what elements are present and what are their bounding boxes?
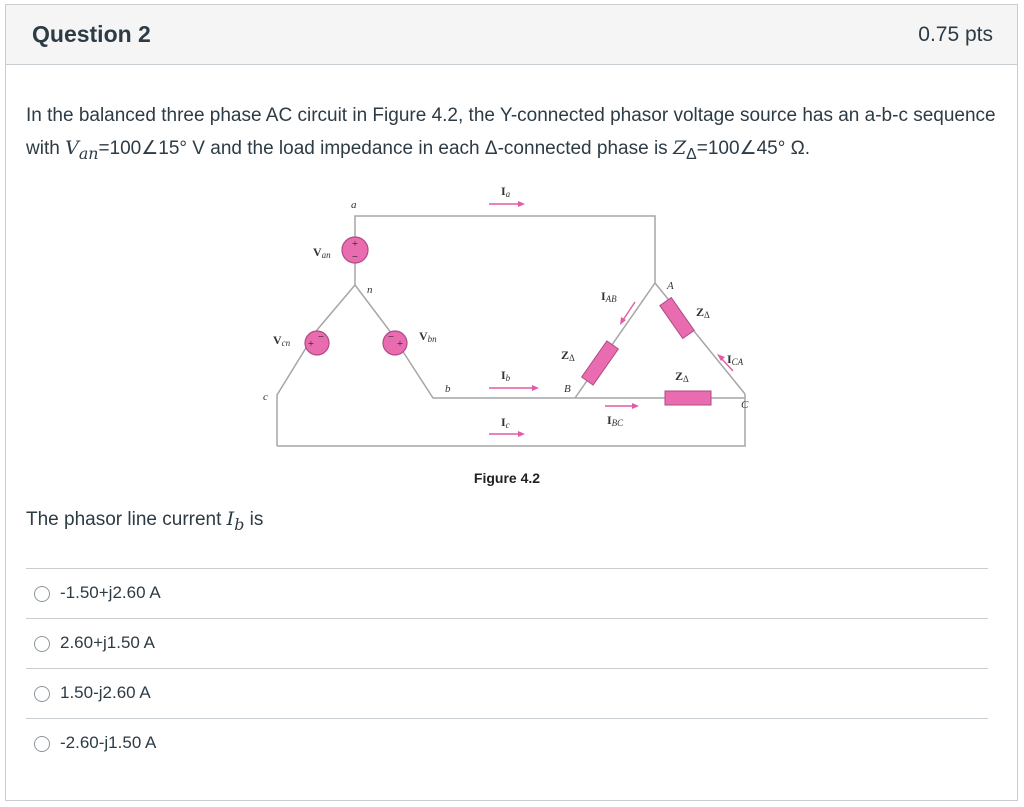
z-ca-label: ZΔ	[696, 305, 710, 320]
source-vbn	[383, 331, 407, 355]
ask-text-after: is	[244, 509, 264, 530]
answer-option[interactable]	[26, 618, 988, 668]
arrow-iab	[623, 302, 635, 320]
node-b-label: b	[445, 383, 451, 395]
impedance-ca	[660, 298, 694, 339]
ib-subscript: b	[234, 514, 245, 534]
van-symbol: V	[65, 137, 79, 159]
vcn-minus: −	[317, 331, 325, 343]
radio-button[interactable]	[34, 636, 50, 652]
delta-symbol: Δ	[484, 138, 498, 159]
prompt-text-2: and the load impedance in each	[204, 138, 485, 159]
node-B-label: B	[564, 383, 571, 395]
ica-label: ICA	[727, 352, 744, 367]
iab-label: IAB	[601, 289, 617, 304]
radio-button[interactable]	[34, 736, 50, 752]
prompt-text-1: In the balanced three phase AC circuit in Figure 4.2, the Y-connected phasor voltage source has an a-b-c sequence with	[26, 105, 996, 159]
ib-label: Ib	[501, 368, 511, 383]
van-value: =100∠15° V	[98, 138, 205, 159]
vbn-plus: +	[396, 338, 404, 350]
question-title: Question 2	[32, 21, 151, 47]
ic-label: Ic	[501, 415, 510, 430]
vbn-label: Vbn	[419, 329, 437, 344]
impedance-ab	[582, 341, 619, 385]
answer-label[interactable]: -2.60-j1.50 A	[60, 733, 157, 752]
answer-option[interactable]	[26, 568, 988, 618]
radio-button[interactable]	[34, 586, 50, 602]
answer-label[interactable]: 2.60+j1.50 A	[60, 633, 156, 652]
z-subscript: Δ	[686, 145, 697, 163]
question-ask	[26, 508, 263, 535]
ibc-label: IBC	[607, 413, 624, 428]
answer-label[interactable]: -1.50+j2.60 A	[60, 583, 161, 602]
van-plus: +	[351, 238, 359, 250]
answer-option[interactable]	[26, 668, 988, 718]
ia-label: Ia	[501, 184, 511, 199]
answer-label[interactable]: 1.50-j2.60 A	[60, 683, 151, 702]
question-points: 0.75 pts	[918, 23, 993, 46]
node-C-label: C	[741, 399, 749, 411]
question-prompt	[26, 100, 996, 171]
circuit-figure	[255, 180, 765, 490]
vcn-label: Vcn	[273, 333, 291, 348]
impedance-bc	[665, 391, 711, 405]
vcn-branch-wire	[277, 285, 355, 446]
figure-caption: Figure 4.2	[473, 470, 541, 486]
z-symbol: Z	[672, 137, 687, 159]
source-van	[342, 237, 368, 263]
question-header	[6, 5, 1017, 65]
vcn-plus: +	[307, 338, 315, 350]
z-value: =100∠45° Ω.	[696, 138, 811, 159]
answer-list	[26, 568, 988, 768]
vbn-minus: −	[387, 331, 395, 343]
node-A-label: A	[667, 280, 674, 292]
node-c-label: c	[263, 391, 268, 403]
answer-option[interactable]	[26, 718, 988, 768]
line-a-wire	[355, 216, 655, 283]
z-bc-label: ZΔ	[675, 369, 689, 384]
node-n-label: n	[367, 284, 373, 296]
ib-symbol: I	[226, 508, 235, 530]
z-ab-label: ZΔ	[561, 348, 575, 363]
radio-button[interactable]	[34, 686, 50, 702]
van-minus: −	[351, 251, 359, 263]
circuit-diagram	[255, 180, 765, 490]
prompt-text-3: -connected phase is	[497, 138, 673, 159]
ask-text-before: The phasor line current	[26, 509, 227, 530]
van-subscript: an	[78, 143, 99, 163]
node-a-label: a	[351, 199, 357, 211]
source-vcn	[305, 331, 329, 355]
van-label: Van	[313, 245, 331, 260]
